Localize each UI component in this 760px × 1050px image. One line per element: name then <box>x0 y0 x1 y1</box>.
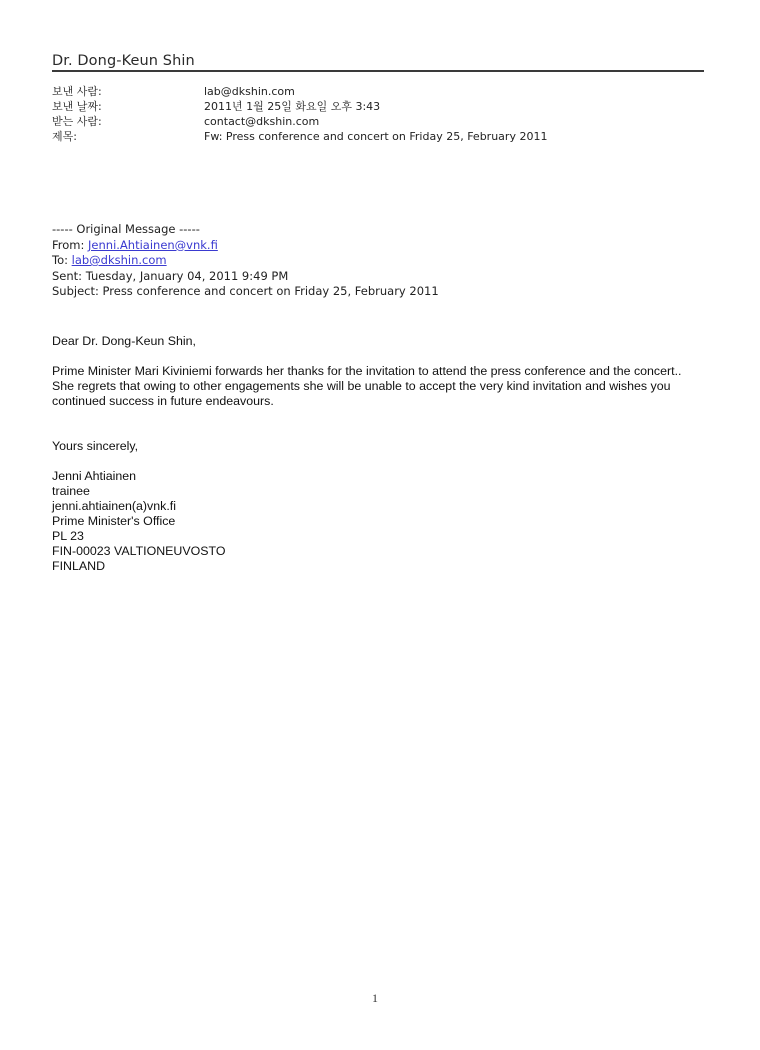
original-from-label: From: <box>52 237 85 252</box>
page-number: 1 <box>372 991 378 1005</box>
message-body <box>52 334 692 574</box>
header-date-label: 보낸 날짜: <box>52 100 102 113</box>
original-to-email-link[interactable]: lab@dkshin.com <box>71 253 167 267</box>
header-date-value: 2011년 1월 25일 화요일 오후 3:43 <box>204 100 381 113</box>
greeting: Dear Dr. Dong-Keun Shin, <box>52 334 196 348</box>
body-line-1: Prime Minister Mari Kiviniemi forwards her thanks for the invitation to attend the press conference and the concert.. <box>52 364 682 378</box>
original-subject-row <box>52 284 439 300</box>
closing: Yours sincerely, <box>52 439 139 453</box>
email-header <box>52 84 547 144</box>
original-sent-label: Sent: <box>52 268 83 283</box>
header-subject-row <box>52 129 547 144</box>
signature-email: jenni.ahtiainen(a)vnk.fi <box>52 499 176 513</box>
original-sent-row <box>52 269 439 285</box>
signature-postal-code: FIN-00023 VALTIONEUVOSTO <box>52 544 226 558</box>
header-from-value: lab@dkshin.com <box>204 85 295 98</box>
header-subject-value: Fw: Press conference and concert on Friday 25, February 2011 <box>204 130 548 143</box>
header-to-value: contact@dkshin.com <box>204 115 320 128</box>
header-subject-label: 제목: <box>52 130 77 143</box>
body-line-3: continued success in future endeavours. <box>52 394 274 408</box>
original-message-separator: ----- Original Message ----- <box>52 222 200 236</box>
original-message-block <box>52 222 439 300</box>
signature-country: FINLAND <box>52 559 106 573</box>
header-from-row <box>52 84 547 99</box>
header-date-row <box>52 99 547 114</box>
signature-po-box: PL 23 <box>52 529 84 543</box>
original-sent-value: Tuesday, January 04, 2011 9:49 PM <box>85 268 289 283</box>
signature-title: trainee <box>52 484 90 498</box>
original-to-row <box>52 253 439 269</box>
body-line-2: She regrets that owing to other engagements she will be unable to accept the very kind invitation and wishes you <box>52 379 671 393</box>
original-subject-value: Press conference and concert on Friday 25, February 2011 <box>102 284 439 298</box>
original-subject-label: Subject: <box>52 284 99 298</box>
header-to-row <box>52 114 547 129</box>
signature-office: Prime Minister's Office <box>52 514 176 528</box>
original-from-row <box>52 238 439 254</box>
signature-name: Jenni Ahtiainen <box>52 469 137 483</box>
original-to-label: To: <box>52 253 68 267</box>
header-divider <box>52 70 704 72</box>
header-from-label: 보낸 사람: <box>52 85 102 98</box>
mailbox-owner-name: Dr. Dong-Keun Shin <box>52 53 195 69</box>
header-to-label: 받는 사람: <box>52 115 102 128</box>
original-from-email-link[interactable]: Jenni.Ahtiainen@vnk.fi <box>88 237 218 252</box>
